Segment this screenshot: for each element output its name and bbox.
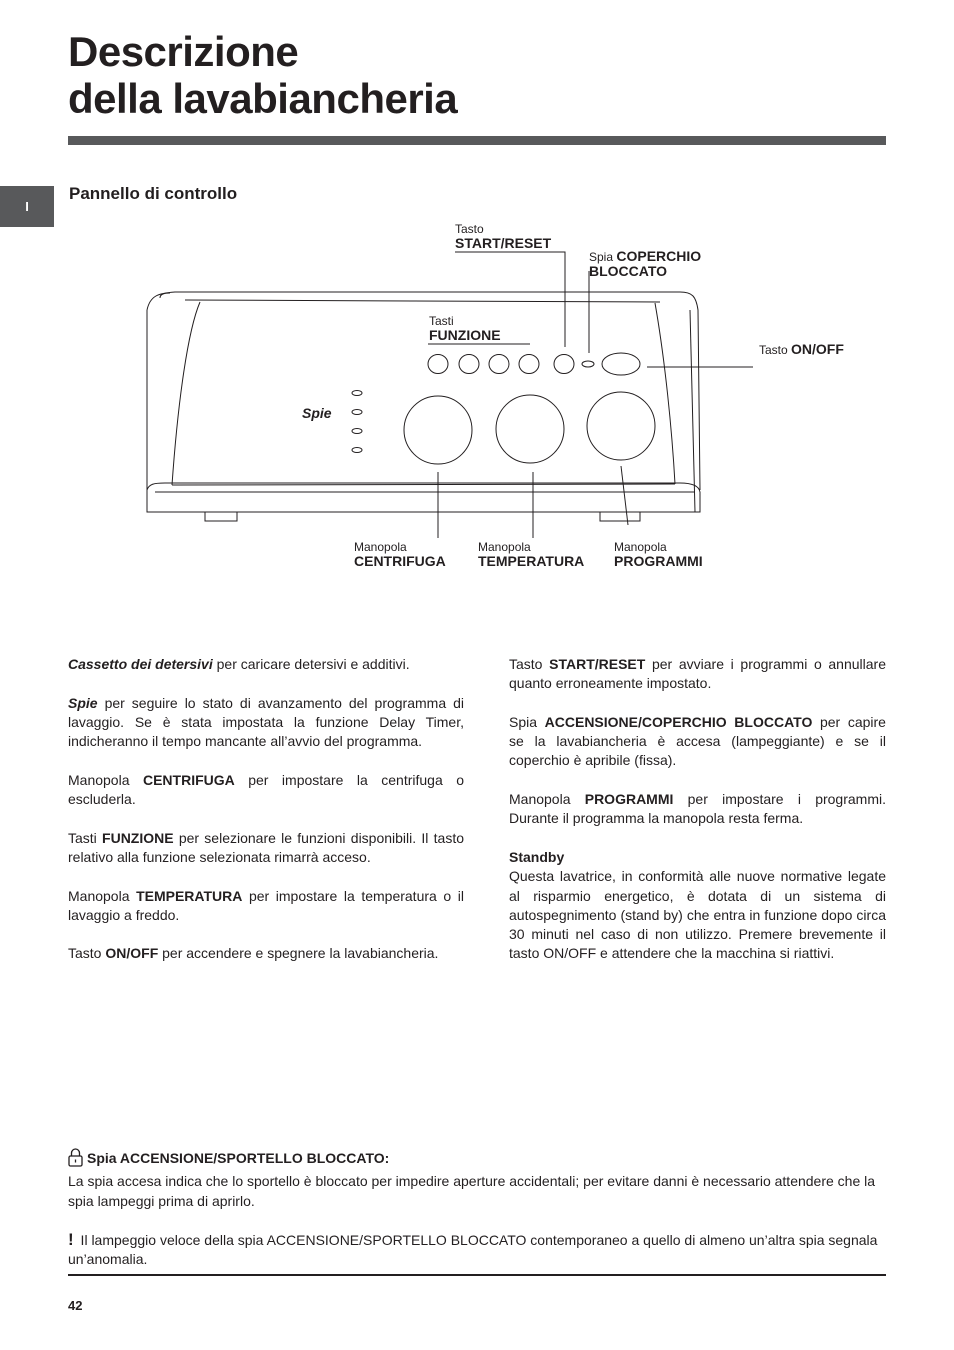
paragraph-lid-lock — [509, 713, 886, 771]
detergent-drawer-text: per caricare detersivi e additivi. — [212, 656, 410, 672]
programs-knob — [587, 392, 655, 460]
lid-lock-label-bold-1: COPERCHIO — [616, 248, 702, 264]
detergent-drawer-term: Cassetto dei detersivi — [68, 656, 213, 672]
on-off-text: per accendere e spegnere la lavabiancheria. — [158, 945, 439, 962]
spin-knob-text: per impostare la centrifuga o escluderla. — [68, 771, 464, 808]
function-label-small: Tasti — [429, 314, 454, 328]
on-off-term: ON/OFF — [105, 945, 159, 962]
temperature-knob-prefix: Manopola — [68, 887, 137, 904]
on-off-prefix: Tasto — [68, 945, 106, 962]
on-off-label-bold: ON/OFF — [791, 341, 844, 357]
lock-light-text: La spia accesa indica che lo sportello è bloccato per impedire aperture accidentali; per evitare danni è necessario attendere che la spia lampeggi prima di aprirlo. — [68, 1173, 876, 1209]
start-reset-button — [554, 355, 574, 374]
section-title: Pannello di controllo — [69, 184, 238, 203]
lock-light-note — [68, 1148, 886, 1289]
title-divider — [68, 136, 886, 145]
language-tab: I — [0, 186, 54, 227]
spin-knob-prefix: Manopola — [68, 771, 143, 788]
programs-knob-label-bold: PROGRAMMI — [614, 553, 703, 569]
spin-knob-label-bold: CENTRIFUGA — [354, 553, 446, 569]
page-title-line-2: della lavabiancheria — [68, 75, 458, 122]
indicator-lights — [352, 391, 362, 453]
function-buttons — [428, 355, 539, 374]
on-off-button — [602, 353, 640, 375]
paragraph-spin-knob — [68, 771, 464, 810]
on-off-label-small: Tasto — [759, 343, 788, 357]
programs-knob-label-small: Manopola — [614, 540, 667, 554]
spin-knob-label — [354, 540, 446, 569]
padlock-icon — [68, 1148, 83, 1172]
start-reset-label-small: Tasto — [455, 222, 484, 236]
page-title — [68, 28, 457, 122]
paragraph-start-reset — [509, 655, 886, 694]
paragraph-temperature-knob — [68, 887, 464, 926]
start-reset-label-bold: START/RESET — [455, 235, 552, 251]
indicator-lights-label: Spie — [302, 405, 332, 421]
paragraph-standby — [509, 848, 886, 964]
lid-lock-text: per capire se la lavabiancheria è accesa (lampeggiante) e se il coperchio è apribile (fissa). — [509, 713, 886, 769]
indicator-lights-term: Spie — [68, 694, 98, 711]
spin-knob — [404, 396, 472, 464]
programs-knob-label — [614, 540, 703, 569]
start-reset-prefix: Tasto — [509, 656, 550, 672]
function-buttons-prefix: Tasti — [68, 829, 103, 846]
lid-lock-term: ACCENSIONE/COPERCHIO BLOCCATO — [544, 713, 813, 730]
temperature-knob — [496, 395, 564, 463]
panel-outline — [147, 292, 700, 521]
right-column — [509, 655, 886, 983]
programs-knob-prefix: Manopola — [509, 791, 585, 808]
left-column — [68, 655, 464, 983]
function-buttons-term: FUNZIONE — [102, 829, 174, 846]
paragraph-programs-knob — [509, 790, 886, 829]
programs-knob-text: per impostare i programmi. Durante il programma la manopola resta ferma. — [509, 791, 886, 827]
on-off-label — [759, 342, 844, 357]
lid-lock-prefix: Spia — [509, 713, 545, 730]
standby-heading: Standby — [509, 848, 565, 865]
lock-light-heading: Spia ACCENSIONE/SPORTELLO BLOCCATO: — [87, 1150, 390, 1166]
control-panel-diagram — [0, 200, 954, 600]
paragraph-on-off — [68, 944, 464, 963]
standby-text: Questa lavatrice, in conformità alle nuove normative legate al risparmio energetico, è dotata di un sistema di autospegnimento (stand by) che entra in funzione dopo circa 30 minuti nel caso di non utilizzo. Premere brevemente il tasto ON/OFF e attendere che la macchina si riattivi. — [509, 868, 886, 962]
page-number: 42 — [68, 1298, 83, 1313]
function-label — [429, 314, 501, 343]
indicator-lights-text: per seguire lo stato di avanzamento del programma di lavaggio. Se è stata impostata la funzione Delay Timer, indicheranno il tempo mancante all’avvio del programma. — [68, 694, 464, 750]
lock-light-paragraph — [68, 1148, 886, 1211]
temperature-knob-label-bold: TEMPERATURA — [478, 553, 585, 569]
warning-text: Il lampeggio veloce della spia ACCENSIONE/SPORTELLO BLOCCATO contemporaneo a quello di almeno un’altra spia segnala un’anomalia. — [68, 1232, 878, 1268]
temperature-knob-label — [478, 540, 584, 569]
lid-lock-label — [589, 249, 701, 279]
paragraph-function-buttons — [68, 829, 464, 868]
warning-paragraph — [68, 1230, 886, 1270]
paragraph-detergent-drawer — [68, 655, 464, 674]
page-title-line-1: Descrizione — [68, 28, 299, 75]
leader-lines — [428, 252, 753, 538]
start-reset-term: START/RESET — [549, 656, 646, 672]
start-reset-text: per avviare i programmi o annullare quanto erroneamente impostato. — [509, 656, 886, 692]
lid-lock-light — [582, 361, 594, 367]
function-buttons-text: per selezionare le funzioni disponibili. Il tasto relativo alla funzione selezionata rimarrà acceso. — [68, 829, 464, 865]
footer-divider — [68, 1274, 886, 1276]
function-label-bold: FUNZIONE — [429, 327, 501, 343]
temperature-knob-label-small: Manopola — [478, 540, 531, 554]
paragraph-indicator-lights — [68, 694, 464, 752]
warning-icon: ! — [68, 1230, 74, 1250]
start-reset-label — [455, 222, 551, 251]
temperature-knob-term: TEMPERATURA — [136, 887, 243, 904]
temperature-knob-text: per impostare la temperatura o il lavaggio a freddo. — [68, 887, 464, 923]
programs-knob-term: PROGRAMMI — [584, 791, 674, 808]
spin-knob-label-small: Manopola — [354, 540, 407, 554]
lid-lock-label-bold-2: BLOCCATO — [589, 263, 668, 279]
lid-lock-label-small: Spia — [589, 250, 614, 264]
spin-knob-term: CENTRIFUGA — [142, 771, 235, 788]
